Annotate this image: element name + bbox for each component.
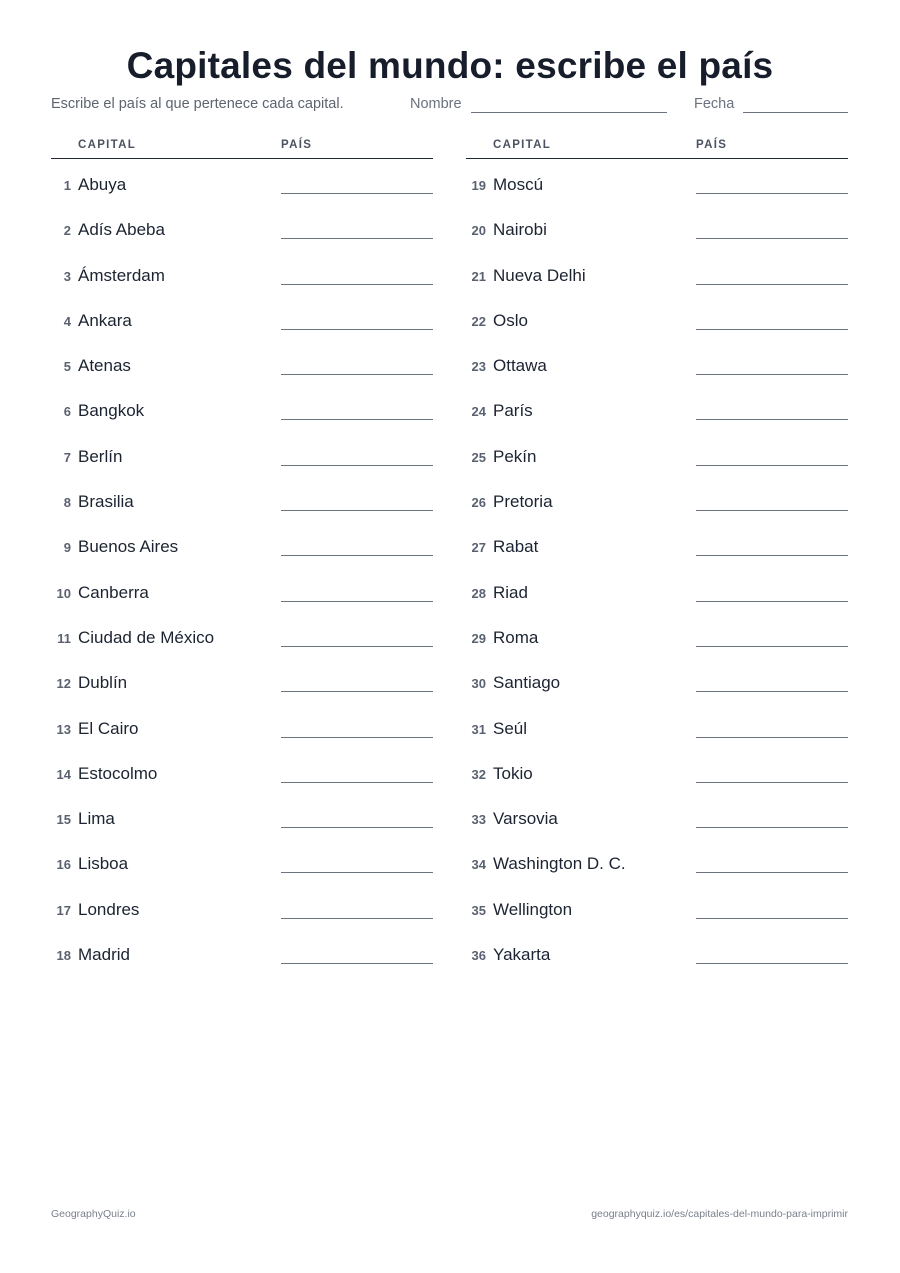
- capital-name: Roma: [493, 627, 539, 647]
- country-answer-line[interactable]: [696, 872, 848, 873]
- capital-name: Adís Abeba: [78, 220, 165, 240]
- item-number: 33: [471, 812, 486, 828]
- country-answer-line[interactable]: [696, 374, 848, 375]
- item-number: 18: [56, 948, 71, 964]
- item-number: 28: [471, 585, 486, 601]
- item-number: 6: [63, 404, 71, 420]
- list-item: [466, 838, 848, 883]
- item-number: 19: [471, 178, 486, 193]
- capital-name: Abuya: [78, 175, 127, 194]
- list-item: [51, 521, 433, 566]
- country-answer-line[interactable]: [281, 555, 433, 556]
- capital-name: El Cairo: [78, 718, 139, 738]
- country-answer-line[interactable]: [696, 918, 848, 919]
- country-answer-line[interactable]: [281, 691, 433, 692]
- item-number: 31: [471, 721, 486, 737]
- country-answer-line[interactable]: [281, 646, 433, 647]
- capital-name: Ottawa: [493, 356, 547, 376]
- capital-name: Canberra: [78, 582, 149, 602]
- list-item: [51, 250, 433, 295]
- item-number: 30: [471, 676, 486, 692]
- list-item: [466, 567, 848, 612]
- item-number: 8: [63, 495, 71, 511]
- item-number: 21: [471, 268, 486, 284]
- list-item: [51, 159, 433, 204]
- item-number: 20: [471, 223, 486, 239]
- capital-name: Moscú: [493, 175, 544, 194]
- date-field-line[interactable]: [743, 112, 848, 113]
- capital-name: Brasilia: [78, 492, 134, 512]
- item-number: 35: [471, 902, 486, 918]
- capital-name: Atenas: [78, 356, 131, 376]
- country-answer-line[interactable]: [696, 510, 848, 511]
- capital-header: CAPITAL: [78, 139, 137, 151]
- page-title: Capitales del mundo: escribe el país: [126, 45, 774, 86]
- country-answer-line[interactable]: [281, 419, 433, 420]
- capital-name: Santiago: [493, 673, 561, 693]
- country-answer-line[interactable]: [281, 918, 433, 919]
- capital-name: Tokio: [493, 763, 533, 783]
- country-answer-line[interactable]: [281, 193, 433, 194]
- capital-name: Ámsterdam: [78, 265, 165, 285]
- country-answer-line[interactable]: [281, 827, 433, 828]
- capital-name: Wellington: [493, 899, 573, 919]
- list-item: [51, 295, 433, 340]
- country-answer-line[interactable]: [696, 646, 848, 647]
- capital-name: Varsovia: [493, 809, 558, 829]
- list-item: [51, 431, 433, 476]
- date-label: Fecha: [694, 96, 735, 112]
- list-item: [466, 612, 848, 657]
- list-item: [466, 204, 848, 249]
- item-number: 26: [471, 495, 486, 511]
- capital-name: Lima: [78, 809, 115, 829]
- capital-name: Madrid: [78, 945, 130, 965]
- capital-name: Pretoria: [493, 492, 553, 512]
- country-answer-line[interactable]: [281, 510, 433, 511]
- list-item: [51, 204, 433, 249]
- item-number: 3: [63, 268, 71, 284]
- item-number: 5: [63, 359, 71, 375]
- item-number: 12: [56, 676, 71, 692]
- capital-name: Bangkok: [78, 401, 145, 421]
- right-column: [466, 137, 848, 974]
- item-number: 24: [471, 404, 486, 420]
- capital-name: Nueva Delhi: [493, 265, 586, 285]
- list-item: [466, 340, 848, 385]
- item-number: 32: [471, 766, 486, 782]
- country-answer-line[interactable]: [696, 193, 848, 194]
- capital-name: Pekín: [493, 446, 537, 466]
- item-number: 7: [63, 449, 71, 465]
- capital-name: Nairobi: [493, 220, 547, 240]
- left-column: [51, 137, 433, 974]
- country-answer-line[interactable]: [696, 329, 848, 330]
- country-answer-line[interactable]: [696, 238, 848, 239]
- country-answer-line[interactable]: [696, 601, 848, 602]
- item-number: 1: [63, 178, 71, 193]
- name-field-line[interactable]: [471, 112, 667, 113]
- list-item: [466, 431, 848, 476]
- footer-brand: GeographyQuiz.io: [51, 1208, 136, 1220]
- list-item: [466, 250, 848, 295]
- capital-list: [466, 159, 848, 974]
- country-answer-line[interactable]: [281, 737, 433, 738]
- item-number: 2: [63, 223, 71, 239]
- list-item: [51, 884, 433, 929]
- item-number: 22: [471, 313, 486, 329]
- list-item: [51, 703, 433, 748]
- capital-name: Estocolmo: [78, 763, 158, 783]
- capital-name: Washington D. C.: [493, 854, 626, 874]
- item-number: 10: [56, 585, 71, 601]
- list-item: [51, 793, 433, 838]
- list-item: [466, 657, 848, 702]
- country-answer-line[interactable]: [281, 601, 433, 602]
- capital-name: Oslo: [493, 310, 528, 330]
- capital-name: Seúl: [493, 718, 528, 738]
- worksheet-meta: [51, 94, 848, 116]
- item-number: 15: [56, 812, 71, 828]
- item-number: 4: [63, 313, 71, 329]
- list-item: [466, 929, 848, 974]
- country-answer-line[interactable]: [281, 284, 433, 285]
- list-item: [466, 748, 848, 793]
- list-item: [51, 657, 433, 702]
- country-answer-line[interactable]: [281, 872, 433, 873]
- list-item: [466, 793, 848, 838]
- country-answer-line[interactable]: [696, 737, 848, 738]
- country-answer-line[interactable]: [696, 691, 848, 692]
- list-item: [466, 703, 848, 748]
- country-answer-line[interactable]: [696, 419, 848, 420]
- list-item: [51, 385, 433, 430]
- list-item: [51, 476, 433, 521]
- country-answer-line[interactable]: [696, 555, 848, 556]
- item-number: 13: [56, 721, 71, 737]
- item-number: 16: [56, 857, 71, 873]
- country-answer-line[interactable]: [696, 963, 848, 964]
- name-label: Nombre: [410, 96, 462, 112]
- list-item: [51, 340, 433, 385]
- item-number: 17: [56, 902, 71, 918]
- capital-header: CAPITAL: [493, 139, 552, 151]
- item-number: 27: [471, 540, 486, 556]
- capital-name: Lisboa: [78, 854, 129, 874]
- capital-name: Riad: [493, 582, 528, 602]
- list-item: [51, 567, 433, 612]
- country-answer-line[interactable]: [281, 465, 433, 466]
- country-header: PAÍS: [696, 139, 728, 151]
- column-header: [51, 137, 433, 159]
- item-number: 23: [471, 359, 486, 375]
- capital-name: Ankara: [78, 310, 132, 330]
- list-item: [466, 159, 848, 204]
- country-answer-line[interactable]: [696, 782, 848, 783]
- list-item: [51, 838, 433, 883]
- capital-name: París: [493, 401, 533, 421]
- list-item: [466, 295, 848, 340]
- instructions-text: Escribe el país al que pertenece cada capital.: [51, 96, 344, 112]
- footer-url: geographyquiz.io/es/capitales-del-mundo-para-imprimir: [591, 1208, 848, 1220]
- country-answer-line[interactable]: [281, 238, 433, 239]
- country-answer-line[interactable]: [281, 782, 433, 783]
- country-answer-line[interactable]: [281, 329, 433, 330]
- country-answer-line[interactable]: [696, 465, 848, 466]
- list-item: [51, 748, 433, 793]
- list-item: [466, 476, 848, 521]
- capital-name: Buenos Aires: [78, 537, 179, 557]
- country-answer-line[interactable]: [696, 827, 848, 828]
- list-item: [466, 521, 848, 566]
- list-item: [51, 612, 433, 657]
- country-header: PAÍS: [281, 139, 313, 151]
- capital-name: Berlín: [78, 446, 123, 466]
- capital-list: [51, 159, 433, 974]
- item-number: 36: [471, 948, 486, 964]
- list-item: [51, 929, 433, 974]
- item-number: 11: [57, 630, 71, 646]
- column-header: [466, 137, 848, 159]
- list-item: [466, 385, 848, 430]
- item-number: 34: [471, 857, 486, 873]
- capital-name: Londres: [78, 899, 140, 919]
- country-answer-line[interactable]: [281, 963, 433, 964]
- list-item: [466, 884, 848, 929]
- country-answer-line[interactable]: [696, 284, 848, 285]
- capital-name: Rabat: [493, 537, 539, 557]
- capital-name: Dublín: [78, 673, 128, 693]
- country-answer-line[interactable]: [281, 374, 433, 375]
- capital-name: Yakarta: [493, 945, 551, 965]
- item-number: 14: [56, 766, 71, 782]
- item-number: 9: [63, 540, 71, 556]
- item-number: 25: [471, 449, 486, 465]
- capital-name: Ciudad de México: [78, 627, 215, 647]
- item-number: 29: [471, 630, 486, 646]
